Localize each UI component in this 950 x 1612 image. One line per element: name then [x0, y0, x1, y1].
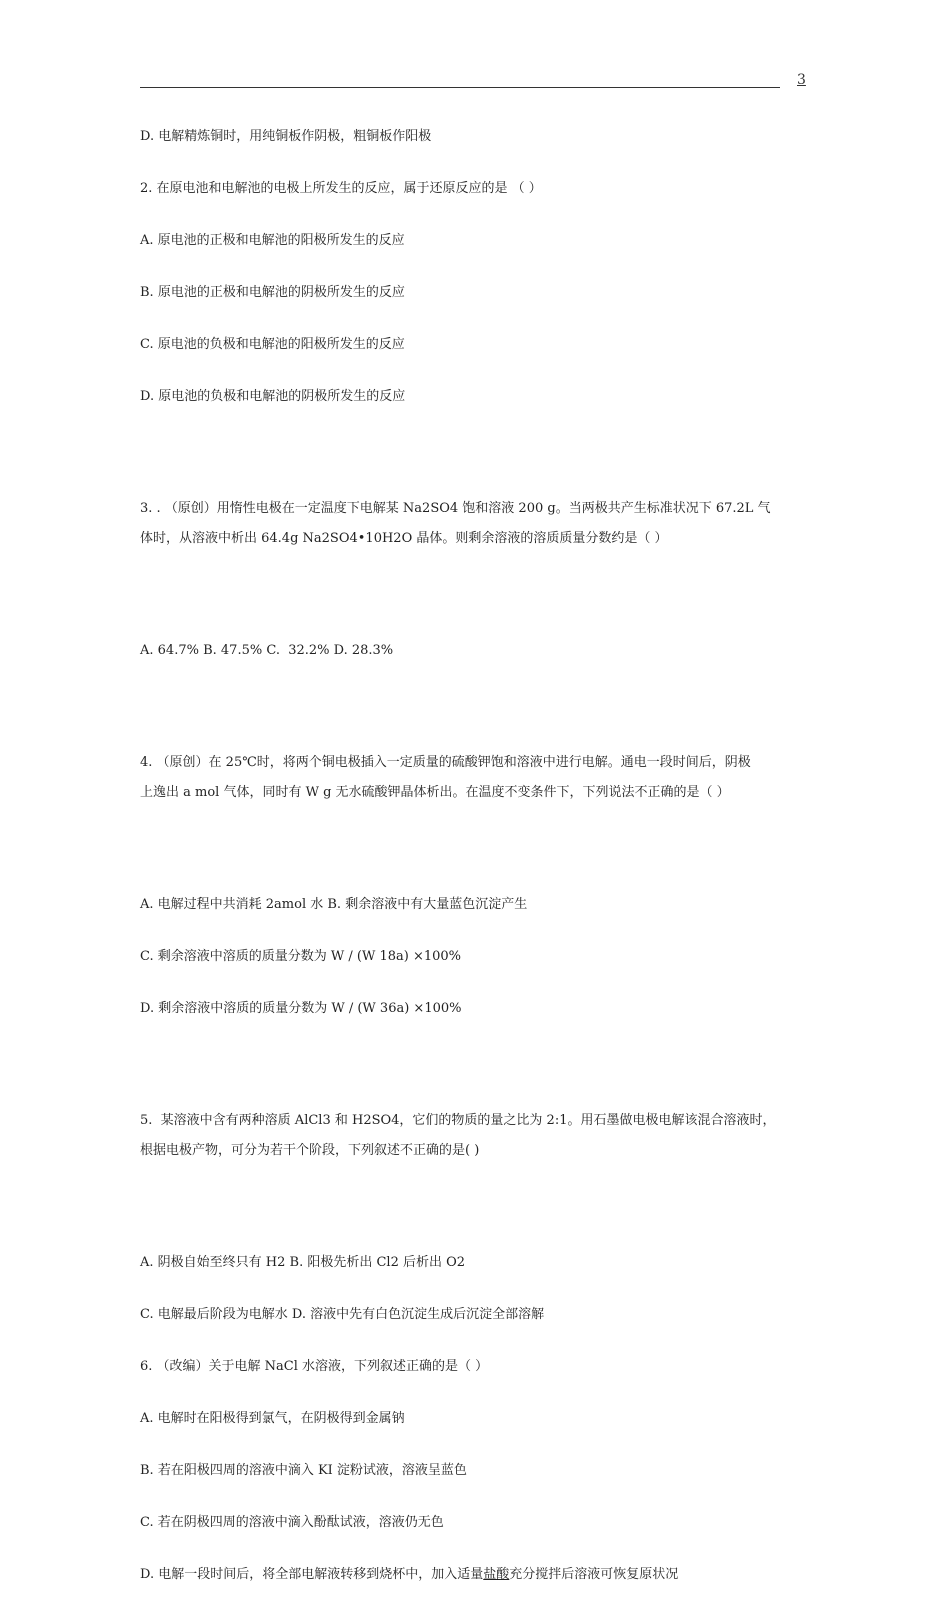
- question-3-line-1: 3. . （原创）用惰性电极在一定温度下电解某 Na2SO4 饱和溶液 200 g。当两极共产生标准状况下 67.2L 气: [140, 501, 771, 516]
- option-c-q2: C. 原电池的负极和电解池的阳极所发生的反应: [140, 337, 405, 352]
- question-5-line-1: 5. 某溶液中含有两种溶质 AlCl3 和 H2SO4，它们的物质的量之比为 2:1。用石墨做电极电解该混合溶液时，: [140, 1113, 776, 1128]
- question-4-line-2: 上逸出 a mol 气体，同时有 W g 无水硫酸钾晶体析出。在温度不变条件下，下列说法不正确的是（ ）: [140, 785, 730, 800]
- option-d-q4: D. 剩余溶液中溶质的质量分数为 W / (W 36a) ×100%: [140, 1001, 462, 1016]
- option-d-q6-pre: D. 电解一段时间后，将全部电解液转移到烧杯中，加入适量: [140, 1567, 484, 1582]
- header-rule: [140, 87, 780, 88]
- option-a-q2: A. 原电池的正极和电解池的阳极所发生的反应: [140, 233, 405, 248]
- options-cd-q5: C. 电解最后阶段为电解水 D. 溶液中先有白色沉淀生成后沉淀全部溶解: [140, 1307, 545, 1322]
- question-5-line-2: 根据电极产物，可分为若干个阶段，下列叙述不正确的是( ): [140, 1143, 480, 1158]
- page-number: 3: [797, 72, 806, 88]
- option-d-q6: [140, 1560, 812, 1590]
- option-c-q4: C. 剩余溶液中溶质的质量分数为 W / (W 18a) ×100%: [140, 949, 462, 964]
- question-3-line-2: 体时，从溶液中析出 64.4g Na2SO4•10H2O 晶体。则剩余溶液的溶质质量分数约是（ ）: [140, 531, 668, 546]
- option-b-q2: B. 原电池的正极和电解池的阴极所发生的反应: [140, 285, 405, 300]
- question-5: [140, 1046, 812, 1226]
- option-c-q6: C. 若在阴极四周的溶液中滴入酚酞试液，溶液仍无色: [140, 1515, 444, 1530]
- option-b-q6: B. 若在阳极四周的溶液中滴入 KI 淀粉试液，溶液呈蓝色: [140, 1463, 467, 1478]
- question-3: [140, 434, 812, 614]
- question-4: [140, 688, 812, 868]
- question-4-line-1: 4. （原创）在 25℃时，将两个铜电极插入一定质量的硫酸钾饱和溶液中进行电解。通电一段时间后，阴极: [140, 755, 751, 770]
- options-ab-q4: A. 电解过程中共消耗 2amol 水 B. 剩余溶液中有大量蓝色沉淀产生: [140, 897, 528, 912]
- question-6: 6. （改编）关于电解 NaCl 水溶液，下列叙述正确的是（ ）: [140, 1359, 489, 1374]
- option-d-q6-post: 充分搅拌后溶液可恢复原状况: [509, 1567, 679, 1582]
- options-ab-q5: A. 阴极自始至终只有 H2 B. 阳极先析出 Cl2 后析出 O2: [140, 1255, 466, 1270]
- document-body: [140, 122, 812, 1612]
- question-2: 2. 在原电池和电解池的电极上所发生的反应，属于还原反应的是 （ ）: [140, 181, 542, 196]
- option-a-q6: A. 电解时在阳极得到氯气，在阴极得到金属钠: [140, 1411, 405, 1426]
- options-q3: A. 64.7% B. 47.5% C. 32.2% D. 28.3%: [140, 643, 394, 658]
- option-d-q2: D. 原电池的负极和电解池的阴极所发生的反应: [140, 389, 406, 404]
- hydrochloric-acid-link: 盐酸: [483, 1567, 510, 1582]
- option-d-q1: D. 电解精炼铜时，用纯铜板作阴极，粗铜板作阳极: [140, 129, 432, 144]
